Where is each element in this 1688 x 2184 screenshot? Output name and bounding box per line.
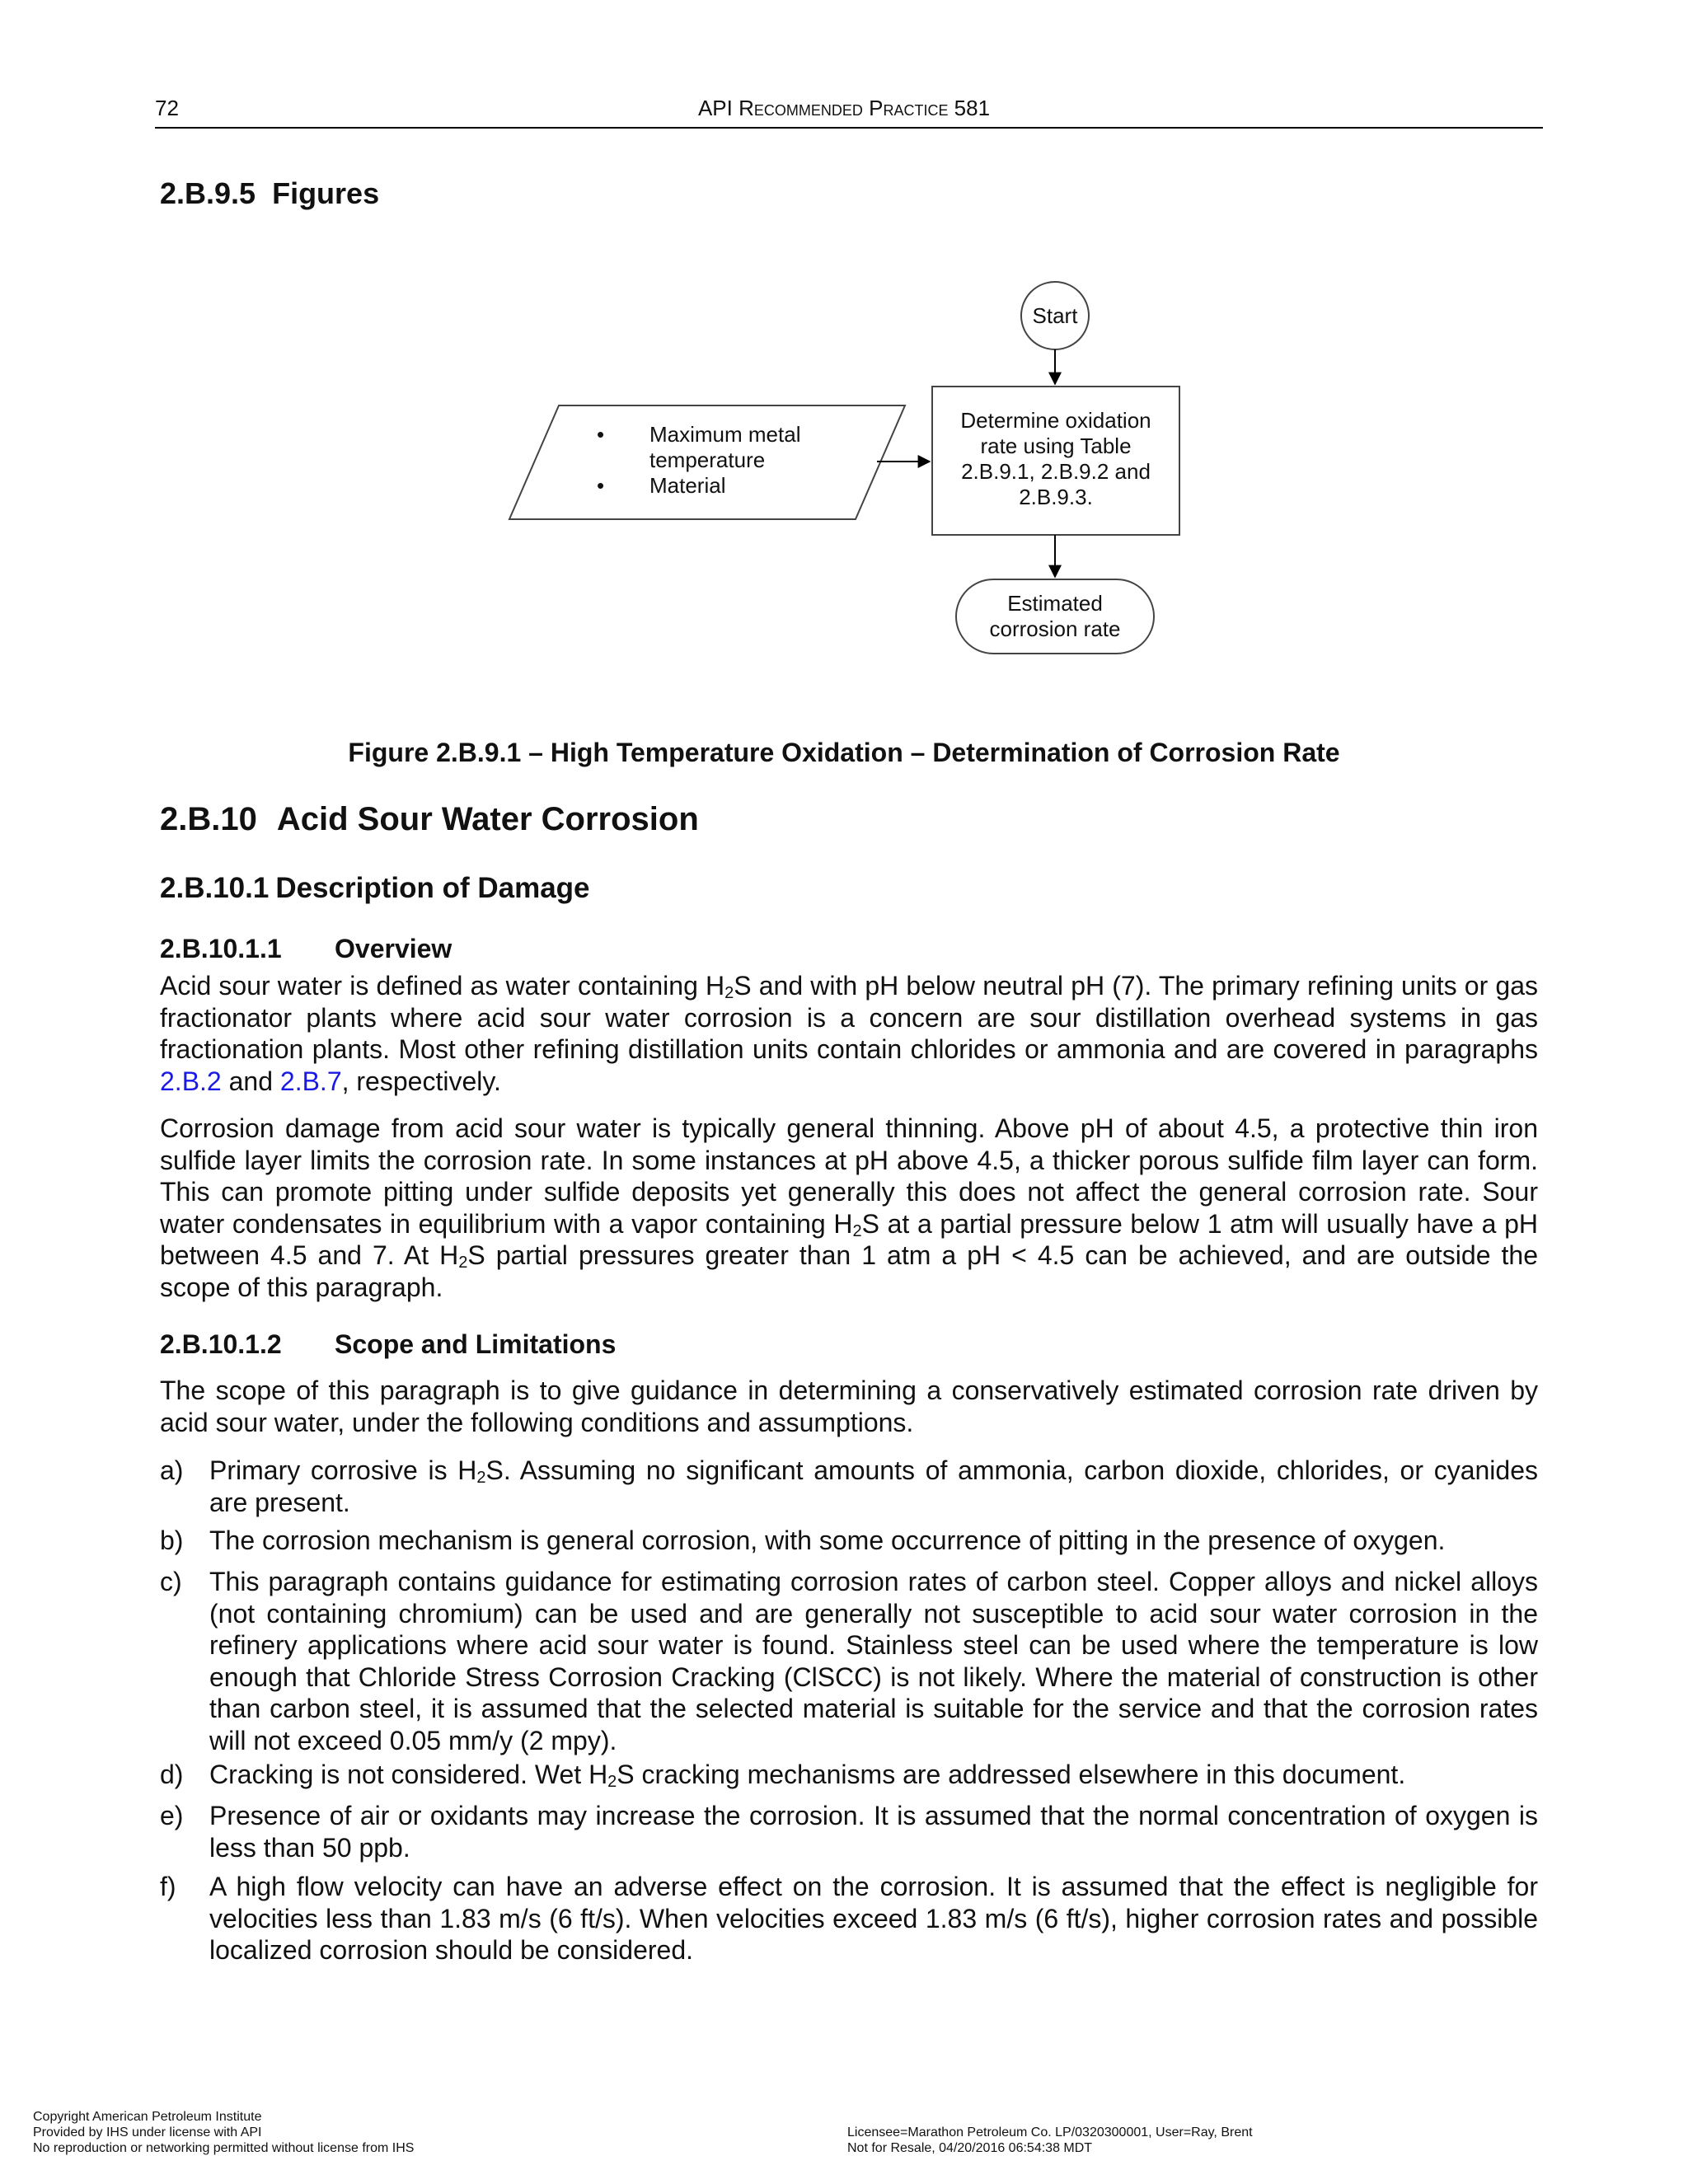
subscript: 2 (852, 1221, 862, 1240)
subscript: 2 (607, 1773, 617, 1791)
footer-line: Copyright American Petroleum Institute (33, 2110, 262, 2124)
process-line: 2.B.9.3. (1019, 485, 1093, 509)
section-heading-overview (160, 934, 282, 964)
list-text: This paragraph contains guidance for estimating corrosion rates of carbon steel. Copper alloys and nickel alloys (not containing chromium) can be used and are generally not susceptible to acid sour water corrosion in the refinery applications where acid sour water is found. Stainless steel can be used where the temperature is low enough that Chloride Stress Corrosion Cracking (ClSCC) is not likely. Where the material of construction is other than carbon steel, it is assumed that the selected material is suitable for the service and that the corrosion rates will not exceed 0.05 mm/y (2 mpy). (209, 1567, 1538, 1755)
list-item-d (160, 1759, 1538, 1792)
input-item-text: Maximum metal temperature (649, 422, 801, 472)
text-run: S cracking mechanisms are addressed elsewhere in this document. (617, 1760, 1406, 1789)
running-header-title: Recommended Practice 581 (738, 96, 991, 120)
overview-paragraph-1 (160, 970, 1538, 1097)
text-run: S at a partial pressure below 1 atm will usually have a pH between 4.5 and 7. At H (160, 1208, 1539, 1270)
figure-caption: Figure 2.B.9.1 – High Temperature Oxidation – Determination of Corrosion Rate (348, 738, 1340, 767)
list-item-c (160, 1566, 1538, 1760)
section-title: Description of Damage (275, 872, 590, 904)
section-number: 2.B.10.1 (160, 872, 270, 904)
flowchart-diagram (0, 0, 1688, 725)
subscript: 2 (724, 984, 734, 1002)
footer-line: No reproduction or networking permitted without license from IHS (33, 2141, 415, 2155)
process-line: Determine oxidation (960, 408, 1151, 433)
text-run: Corrosion damage from acid sour water is typically general thinning. Above pH of about 4.5, a protective thin iron sulfide layer limits the corrosion rate. In some instances at pH above 4.5, a thicker porous sulfide film layer can form. This can promote pitting under sulfide deposits yet generally this does not affect the general corrosion rate. Sour water condensates in equilibrium with a vapor containing H (160, 1113, 1538, 1239)
running-header-api: API (697, 96, 733, 120)
footer-left (33, 2109, 414, 2156)
scope-intro-paragraph: The scope of this paragraph is to give guidance in determining a conservatively estimated corrosion rate driven by acid sour water, under the following conditions and assumptions. (160, 1376, 1538, 1437)
text-run: and (221, 1066, 280, 1096)
subscript: 2 (476, 1469, 486, 1487)
section-heading-overview-title: Overview (335, 934, 452, 963)
input-item (593, 422, 841, 473)
list-item-a (160, 1455, 1538, 1521)
start-label: Start (1032, 303, 1078, 328)
list-item-b (160, 1525, 1538, 1558)
process-text (932, 408, 1179, 510)
list-marker: a) (160, 1455, 184, 1485)
list-text (209, 1759, 1538, 1791)
section-heading-scope-title: Scope and Limitations (335, 1329, 617, 1359)
input-item-text: Material (649, 473, 726, 498)
text-run: S and with pH below neutral pH (7). The primary refining units or gas fractionator plants where acid sour water corrosion is a concern are sour distillation overhead systems in gas fractionation plants. Most other refining distillation units contain chlorides or ammonia and are covered in paragraphs (160, 971, 1539, 1064)
list-marker: f) (160, 1872, 176, 1901)
subscript: 2 (458, 1254, 468, 1272)
list-text: The corrosion mechanism is general corrosion, with some occurrence of pitting in the presence of oxygen. (209, 1526, 1446, 1555)
footer-line: Licensee=Marathon Petroleum Co. LP/0320300001, User=Ray, Brent (847, 2125, 1253, 2139)
list-text: A high flow velocity can have an adverse effect on the corrosion. It is assumed that the effect is negligible for velocities less than 1.83 m/s (6 ft/s). When velocities exceed 1.83 m/s (6 ft/s), higher corrosion rates and possible localized corrosion should be considered. (209, 1872, 1538, 1965)
section-heading-2b10-1 (160, 872, 590, 905)
list-marker: b) (160, 1526, 184, 1555)
text-run: S. Assuming no significant amounts of ammonia, carbon dioxide, chlorides, or cyanides are present. (209, 1455, 1539, 1517)
section-heading-2b10 (160, 801, 699, 838)
link-2b7[interactable]: 2.B.7 (279, 1066, 342, 1096)
page-number: 72 (155, 96, 179, 120)
section-number: 2.B.9.5 (160, 176, 256, 210)
list-marker: c) (160, 1567, 182, 1596)
process-line: rate using Table (980, 434, 1132, 458)
text-run: Acid sour water is defined as water containing H (160, 971, 725, 1001)
input-list (593, 422, 841, 499)
text-run: , respectively. (341, 1066, 501, 1096)
section-title: Figures (272, 176, 380, 210)
section-number: 2.B.10.1.2 (160, 1329, 282, 1359)
overview-paragraph-2 (160, 1113, 1538, 1303)
bullet-icon: • (597, 422, 605, 447)
link-2b2[interactable]: 2.B.2 (160, 1066, 222, 1096)
footer-line: Not for Resale, 04/20/2016 06:54:38 MDT (847, 2141, 1093, 2155)
bullet-icon: • (597, 473, 605, 498)
footer-right (847, 2125, 1253, 2156)
footer-line: Provided by IHS under license with API (33, 2125, 262, 2139)
end-text (956, 591, 1154, 642)
list-text (209, 1455, 1538, 1518)
section-title: Acid Sour Water Corrosion (276, 801, 699, 837)
list-item-e (160, 1800, 1538, 1866)
input-item (593, 473, 841, 499)
list-text: Presence of air or oxidants may increase the corrosion. It is assumed that the normal concentration of oxygen is less than 50 ppb. (209, 1801, 1538, 1863)
text-run: Cracking is not considered. Wet H (209, 1760, 608, 1789)
process-line: 2.B.9.1, 2.B.9.2 and (961, 459, 1151, 484)
text-run: Primary corrosive is H (209, 1455, 477, 1485)
end-line: corrosion rate (989, 616, 1121, 641)
section-number: 2.B.10 (160, 801, 257, 837)
list-item-f (160, 1871, 1538, 1970)
section-number: 2.B.10.1.1 (160, 934, 282, 963)
list-marker: d) (160, 1760, 184, 1789)
section-heading-scope (160, 1329, 282, 1360)
text-run: S partial pressures greater than 1 atm a pH < 4.5 can be achieved, and are outside the scope of this paragraph. (160, 1240, 1539, 1302)
end-line: Estimated (1007, 591, 1103, 616)
list-marker: e) (160, 1801, 184, 1830)
